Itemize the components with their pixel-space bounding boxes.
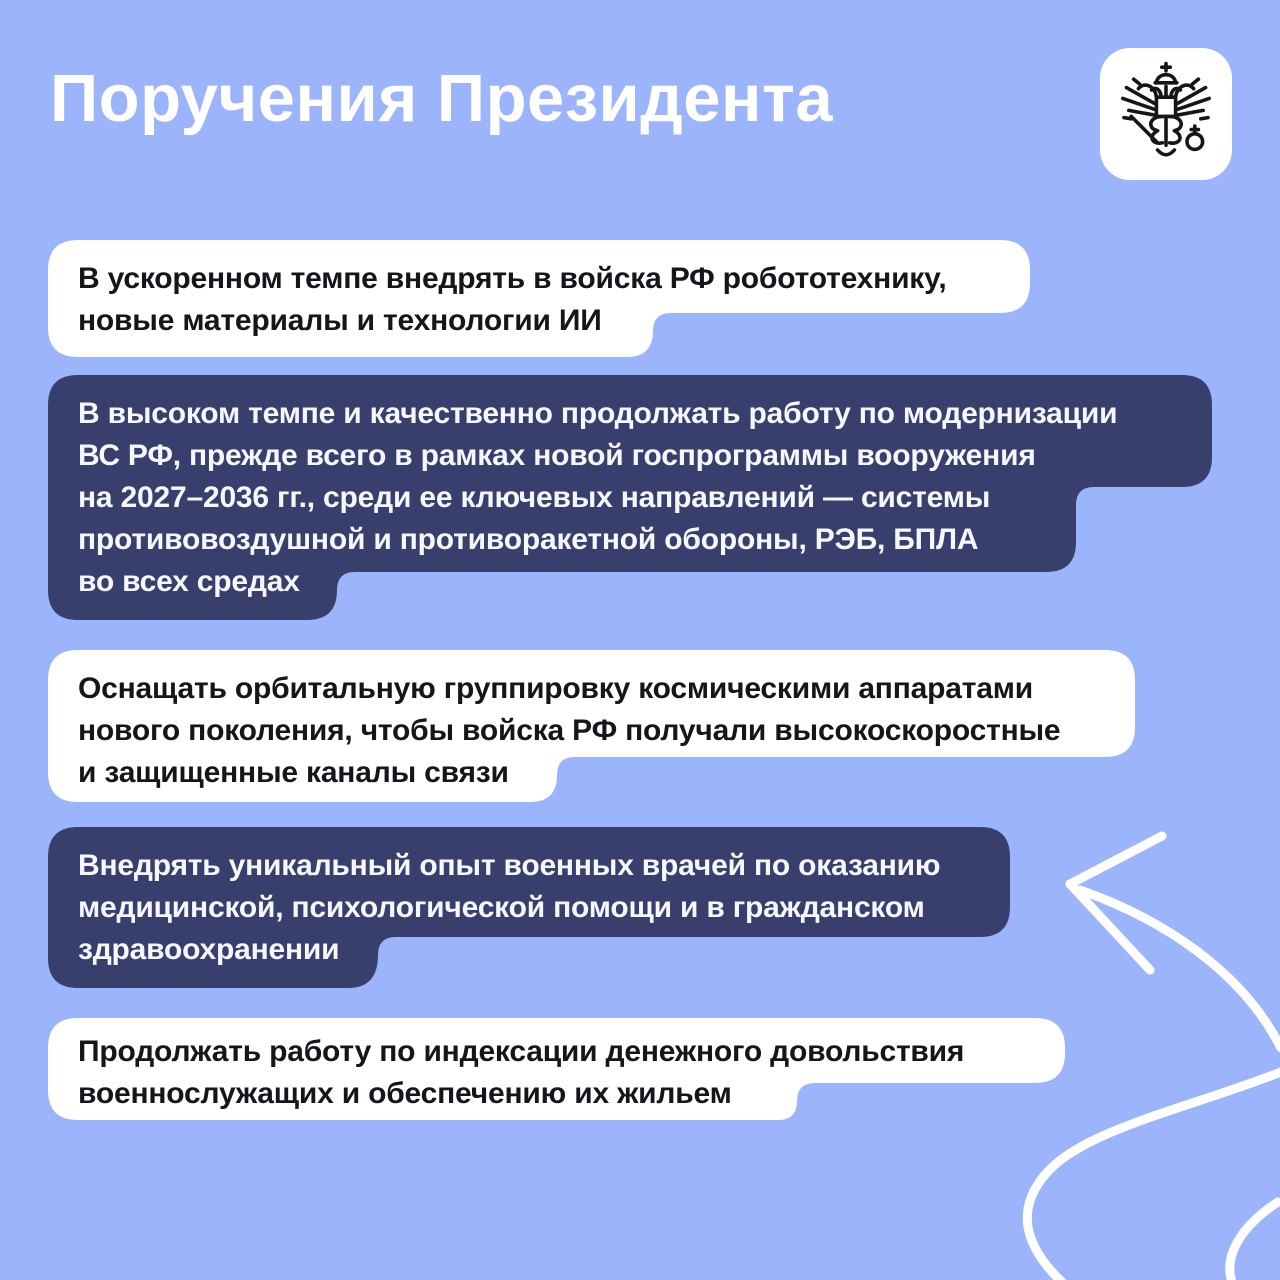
bubble-1-text <box>78 258 947 342</box>
text-line: Оснащать орбитальную группировку космическими аппаратами <box>78 672 1033 705</box>
text-line: В высоком темпе и качественно продолжать работу по модернизации <box>78 397 1118 430</box>
text-line: нового поколения, чтобы войска РФ получали высокоскоростные <box>78 714 1061 747</box>
text-line: во всех средах <box>78 565 300 598</box>
text-line: на 2027–2036 гг., среди ее ключевых направлений — системы <box>78 481 991 514</box>
instruction-bubble-2 <box>48 375 1212 620</box>
instruction-bubble-4 <box>48 827 1010 988</box>
text-line: Внедрять уникальный опыт военных врачей по оказанию <box>78 849 941 882</box>
swirl-arrow-icon <box>1000 830 1280 1280</box>
text-line: Продолжать работу по индексации денежного довольствия <box>78 1035 965 1068</box>
text-line: ВС РФ, прежде всего в рамках новой госпрограммы вооружения <box>78 439 1036 472</box>
text-line: противовоздушной и противоракетной обороны, РЭБ, БПЛА <box>78 523 979 556</box>
bubble-3-text <box>78 668 1060 794</box>
text-line: медицинской, психологической помощи и в гражданском <box>78 891 925 924</box>
logo-tile <box>1100 48 1232 180</box>
instruction-bubble-5 <box>48 1018 1065 1120</box>
bubble-4-text <box>78 845 940 971</box>
text-line: военнослужащих и обеспечению их жильем <box>78 1077 732 1110</box>
bubble-2-text <box>78 393 1117 603</box>
text-line: здравоохранении <box>78 933 340 966</box>
text-line: В ускоренном темпе внедрять в войска РФ робототехнику, <box>78 262 947 295</box>
instruction-bubble-3 <box>48 650 1135 802</box>
bubble-5-text <box>78 1031 964 1115</box>
text-line: новые материалы и технологии ИИ <box>78 304 602 337</box>
page-title: Поручения Президента <box>50 61 834 136</box>
instruction-bubble-1 <box>48 240 1030 357</box>
text-line: и защищенные каналы связи <box>78 756 509 789</box>
